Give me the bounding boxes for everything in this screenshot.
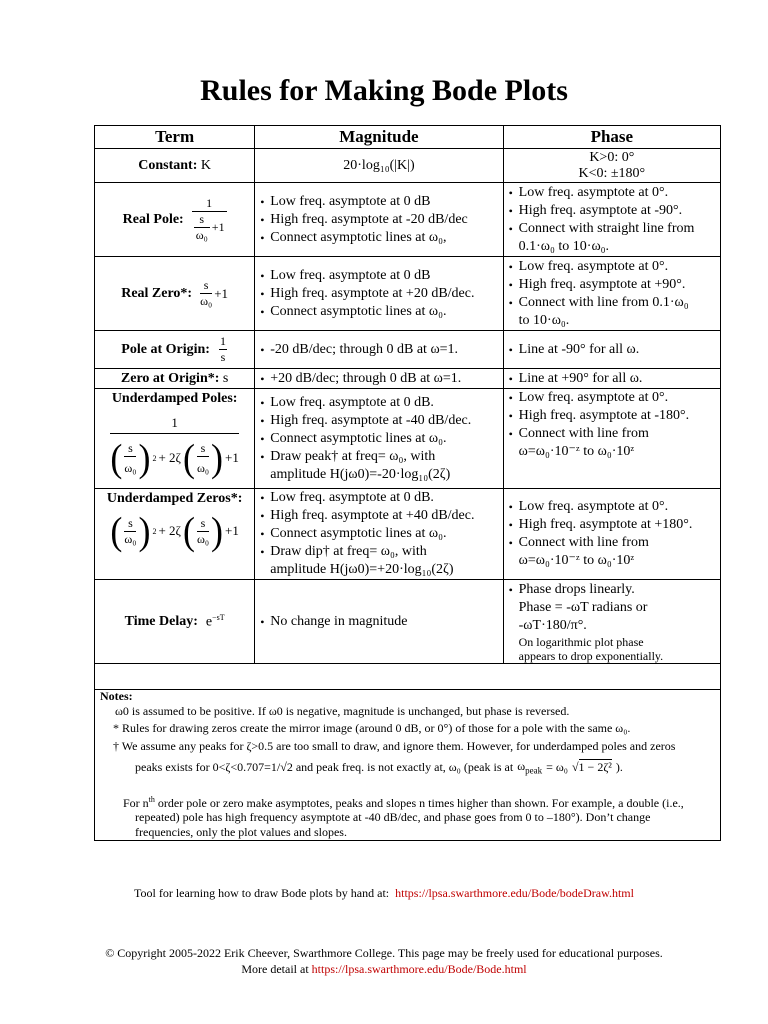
note-line-1: ω0 is assumed to be positive. If ω0 is negative, magnitude is unchanged, but phase is reversed. <box>115 704 570 718</box>
term-real-zero: Real Zero*: s ω₀ +1 <box>95 257 255 331</box>
header-magnitude: Magnitude <box>255 126 503 149</box>
row-underdamped-poles <box>95 389 721 489</box>
tool-link[interactable]: https://lpsa.swarthmore.edu/Bode/bodeDraw.html <box>395 886 634 900</box>
term-pole-origin: Pole at Origin: $\frac{1}{s}$ <box>95 331 255 369</box>
phase-constant: K>0: 0° K<0: ±180° <box>503 149 720 183</box>
magnitude-constant: 20·log₁₀(|K|) <box>255 149 503 183</box>
row-constant <box>95 149 721 183</box>
phase-real-zero: • Low freq. asymptote at 0°. • High freq. asymptote at +90°. • Connect with line from 0.1·ω₀ to 10·ω₀. <box>503 257 720 331</box>
tool-footer: Tool for learning how to draw Bode plots by hand at: https://lpsa.swarthmore.edu/Bode/bodeDraw.html <box>134 886 634 900</box>
underdamped-poles-expression: 1 ( s ω₀ ) 2 + 2ζ ( s ω₀ ) +1 <box>110 415 239 480</box>
magnitude-underdamped-poles: • Low freq. asymptote at 0 dB. • High freq. asymptote at -40 dB/dec. • Connect asymptotic lines at ω₀. • Draw peak† at freq= ω₀, with amplitude H(jω0)=-20·log₁₀(2ζ) <box>255 389 503 489</box>
term-zero-origin: Zero at Origin*: s <box>95 369 255 389</box>
page-title: Rules for Making Bode Plots <box>200 74 568 107</box>
real-zero-expression: s ω₀ +1 <box>200 278 229 308</box>
phase-real-pole: • Low freq. asymptote at 0°. • High freq. asymptote at -90°. • Connect with straight line from 0.1·ω₀ to 10·ω₀. <box>503 183 720 257</box>
notes-header: Notes: <box>100 689 133 703</box>
row-zero-origin <box>95 369 721 389</box>
row-empty <box>95 664 721 690</box>
phase-underdamped-poles: • Low freq. asymptote at 0°. • High freq. asymptote at -180°. • Connect with line from ω=ω₀·10⁻ᶻ to ω₀·10ᶻ <box>503 389 720 489</box>
term-underdamped-poles: Underdamped Poles: 1 ( s ω₀ ) 2 + 2ζ ( s ω₀ ) +1 <box>95 389 255 489</box>
phase-underdamped-zeros: • Low freq. asymptote at 0°. • High freq. asymptote at +180°. • Connect with line from ω=ω₀·10⁻ᶻ to ω₀·10ᶻ <box>503 489 720 580</box>
header-term: Term <box>95 126 255 149</box>
term-constant: Constant: K <box>95 149 255 183</box>
more-detail-link[interactable]: https://lpsa.swarthmore.edu/Bode/Bode.html <box>311 962 527 976</box>
phase-zero-origin: • Line at +90° for all ω. <box>503 369 720 389</box>
table-header-row <box>95 126 721 149</box>
magnitude-pole-origin: • -20 dB/dec; through 0 dB at ω=1. <box>255 331 503 369</box>
more-detail: More detail at https://lpsa.swarthmore.edu/Bode/Bode.html <box>241 962 527 976</box>
notes-section <box>94 687 721 841</box>
magnitude-zero-origin: • +20 dB/dec; through 0 dB at ω=1. <box>255 369 503 389</box>
bode-rules-table <box>94 125 721 690</box>
row-underdamped-zeros <box>95 489 721 580</box>
phase-pole-origin: • Line at -90° for all ω. <box>503 331 720 369</box>
row-real-pole <box>95 183 721 257</box>
note-line-5: For $n^{th}$ order pole or zero make asymptotes, peaks and slopes n times higher than shown. For example, a double (i.e., <box>123 795 684 810</box>
term-underdamped-zeros: Underdamped Zeros*: ( s ω₀ ) 2 + 2ζ ( s ω₀ ) +1 <box>95 489 255 580</box>
term-real-pole: Real Pole: 1 s ω₀ +1 <box>95 183 255 257</box>
header-phase: Phase <box>503 126 720 149</box>
note-line-3: † We assume any peaks for ζ>0.5 are too small to draw, and ignore them. However, for underdamped poles and zeros <box>113 739 676 753</box>
underdamped-zeros-expression: ( s ω₀ ) 2 + 2ζ ( s ω₀ ) +1 <box>110 509 239 553</box>
magnitude-time-delay: • No change in magnitude <box>255 580 503 664</box>
copyright: © Copyright 2005-2022 Erik Cheever, Swarthmore College. This page may be freely used for educational purposes. <box>105 946 663 960</box>
phase-time-delay: • Phase drops linearly. Phase = -ωT radians or -ωT·180/π°. On logarithmic plot phase appears to drop exponentially. <box>503 580 720 664</box>
magnitude-real-pole: • Low freq. asymptote at 0 dB • High freq. asymptote at -20 dB/dec • Connect asymptotic lines at ω₀, <box>255 183 503 257</box>
note-line-7: frequencies, only the plot values and slopes. <box>135 825 347 839</box>
row-real-zero <box>95 257 721 331</box>
row-pole-origin <box>95 331 721 369</box>
real-pole-fraction: 1 s ω₀ +1 <box>192 196 227 243</box>
magnitude-underdamped-zeros: • Low freq. asymptote at 0 dB. • High freq. asymptote at +40 dB/dec. • Connect asymptotic lines at ω₀. • Draw dip† at freq= ω₀, with amplitude H(jω0)=+20·log₁₀(2ζ) <box>255 489 503 580</box>
note-line-6: repeated) pole has high frequency asymptote at -40 dB/dec, and phase goes from 0 to –180°). Don’t change <box>135 810 651 824</box>
note-line-2: * Rules for drawing zeros create the mirror image (around 0 dB, or 0°) of those for a pole with the same ω₀. <box>113 721 631 735</box>
term-time-delay: Time Delay: $e^{-sT}$ <box>95 580 255 664</box>
row-time-delay <box>95 580 721 664</box>
magnitude-real-zero: • Low freq. asymptote at 0 dB • High freq. asymptote at +20 dB/dec. • Connect asymptotic lines at ω₀. <box>255 257 503 331</box>
note-line-4: peaks exists for 0<ζ<0.707=1/√2 and peak freq. is not exactly at, ω₀ (peak is at $\omega_{peak}$ = ω₀ √1 − 2ζ² ). <box>135 759 623 776</box>
